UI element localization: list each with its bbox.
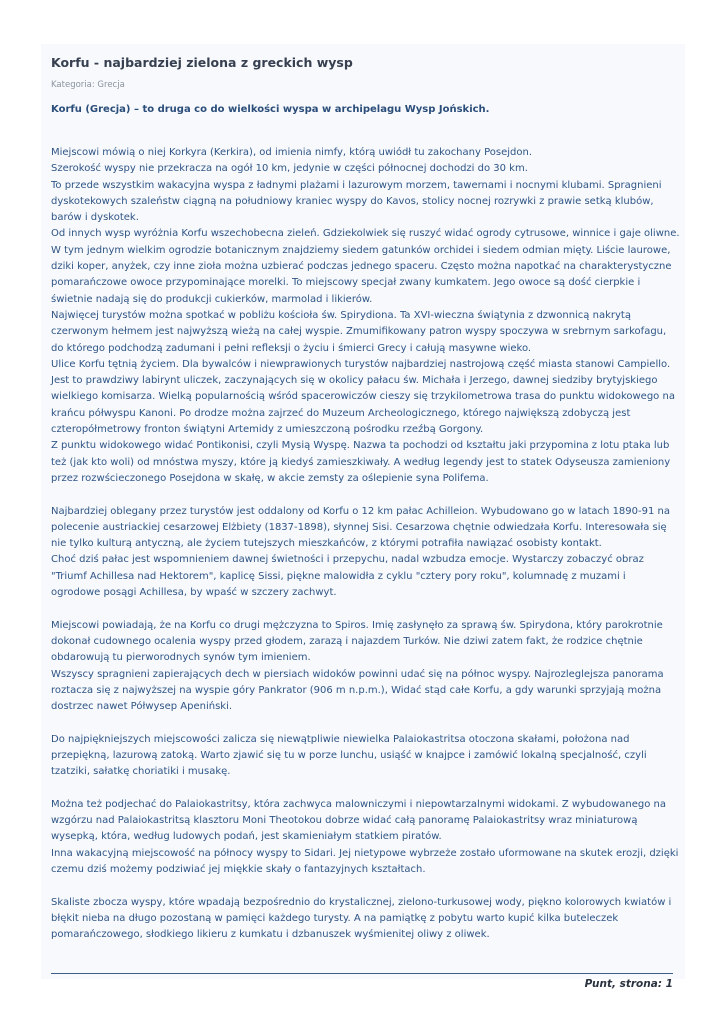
article: [51, 54, 680, 944]
text-line: Od innych wysp wyróżnia Korfu wszechobecna zieleń. Gdziekolwiek się ruszyć widać ogrody cytrusowe, winnice i gaje oliwne.: [51, 228, 680, 240]
text-line: Jest to prawdziwy labirynt uliczek, zaczynających się w okolicy pałacu św. Michała i Jerzego, dawnej siedziby brytyjskiego: [51, 375, 658, 387]
document-page: [41, 44, 685, 979]
body-paragraph: [51, 145, 680, 487]
text-line: pomarańczowego, słodkiego likieru z kumkatu i dzbanuszek wyśmienitej oliwy z oliwek.: [51, 929, 490, 941]
text-line: świetnie nadają się do produkcji cukierków, marmolad i likierów.: [51, 293, 373, 305]
text-line: Miejscowi mówią o niej Korkyra (Kerkira), od imienia nimfy, którą uwiódł tu zakochany Posejdon.: [51, 147, 533, 158]
text-line: dostrzec nawet Półwysep Apeniński.: [51, 701, 233, 713]
text-line: Skaliste zbocza wyspy, które wpadają bezpośrednio do krystalicznej, zielono-turkusowej wody, piękno kolorowych kwiatów i: [51, 896, 672, 908]
text-line: błękit nieba na długo pozostaną w pamięci każdego turysty. A na pamiątkę z pobytu warto kupić kilka buteleczek: [51, 912, 619, 924]
article-category: Kategoria: Grecja: [51, 80, 125, 90]
text-line: czteropółmetrowy fronton świątyni Artemidy z umieszczoną pośrodku rzeźbą Gorgony.: [51, 424, 484, 436]
text-line: Do najpiękniejszych miejscowości zalicza się niewątpliwie niewielka Palaiokastritsa otoczona skałami, położona nad: [51, 733, 630, 745]
text-line: Ulice Korfu tętnią życiem. Dla bywalców i niewprawionych turystów najbardziej nastrojową część miasta stanowi Campiello.: [51, 358, 671, 370]
text-line: W tym jednym wielkim ogrodzie botanicznym znajdziemy siedem gatunków orchidei i siedem odmian mięty. Liście laurowe,: [51, 244, 671, 256]
article-title: Korfu - najbardziej zielona z greckich wysp: [51, 55, 353, 70]
text-line: Szerokość wyspy nie przekracza na ogół 10 km, jedynie w części północnej dochodzi do 30 km.: [51, 163, 528, 175]
footer-divider: [51, 973, 673, 974]
text-line: barów i dyskotek.: [51, 212, 139, 224]
text-line: nie tylko kulturą antyczną, ale życiem tutejszych mieszkańców, z którymi potrafiła nawiązać osobisty kontakt.: [51, 538, 602, 550]
text-line: pomarańczowe owoce przypominające morelki. To miejscowy specjał zwany kumkatem. Jego owoce są dość cierpkie i: [51, 277, 641, 289]
article-body: [51, 145, 680, 944]
text-line: wysepką, która, według ludowych podań, jest skamieniałym statkiem piratów.: [51, 831, 442, 843]
text-line: dziki koper, anyżek, czy inne zioła można uzbierać podczas jednego spaceru. Często można napotkać na charakterystyczne: [51, 261, 672, 273]
text-line: Choć dziś pałac jest wspomnieniem dawnej świetności i przepychu, nadal wzbudza emocje. Wystarczy zobaczyć obraz: [51, 554, 644, 566]
text-line: krańcu półwyspu Kanoni. Po drodze można zajrzeć do Muzeum Archeologicznego, którego największą zdobyczą jest: [51, 407, 631, 419]
text-line: Z punktu widokowego widać Pontikonisi, czyli Mysią Wyspę. Nazwa ta pochodzi od kształtu jaki przypomina z lotu ptaka lub: [51, 440, 670, 452]
body-paragraph: [51, 732, 675, 781]
text-line: Inna wakacyjną miejscowość na północy wyspy to Sidari. Jej nietypowe wybrzeże zostało uformowane na skutek erozji, dzięki: [51, 847, 679, 859]
text-line: To przede wszystkim wakacyjna wyspa z ładnymi plażami i lazurowym morzem, tawernami i nocnymi klubami. Spragnieni: [51, 179, 662, 191]
text-line: ogrodowe posągi Achillesa, by wpaść w szczery zachwyt.: [51, 587, 337, 599]
text-line: dyskotekowych szaleństw ciągną na południowy kraniec wyspy do Kavos, stolicy nocnej rozrywki z prawie setką klubów,: [51, 195, 654, 207]
text-line: "Triumf Achillesa nad Hektorem", kaplicę Sissi, piękne malowidła z cyklu "cztery pory roku", kolumnadę z muzami i: [51, 570, 626, 582]
text-line: do którego podchodzą zadumani i pełni refleksji o życiu i śmierci Grecy i całują masywne wieko.: [51, 342, 532, 354]
text-line: wielkiego komisarza. Wielką popularnością wśród spacerowiczów cieszy się trzykilometrowa trasa do punktu widokowego na: [51, 391, 675, 403]
body-paragraph: [51, 895, 675, 944]
text-line: Najwięcej turystów można spotkać w pobliżu kościoła św. Spirydiona. Ta XVI-wieczna świątynia z dzwonnicą nakrytą: [51, 309, 631, 321]
body-paragraph: [51, 618, 675, 716]
text-line: roztacza się z najwyższej na wyspie góry Pankrator (906 m n.p.m.), Widać stąd całe Korfu, a gdy warunki sprzyjają można: [51, 684, 662, 696]
text-line: czemu dziś możemy podziwiać jej miękkie skały o fantazyjnych kształtach.: [51, 864, 426, 876]
text-line: czerwonym hełmem jest najwyższą wieżą na całej wyspie. Zmumifikowany patron wyspy spoczywa w srebrnym sarkofagu,: [51, 326, 667, 338]
article-lead: Korfu (Grecja) – to druga co do wielkości wyspa w archipelagu Wysp Jońskich.: [51, 104, 490, 115]
text-line: przez rozwścieczonego Posejdona w skałę, w akcie zemsty za oślepienie syna Polifema.: [51, 472, 489, 484]
page-footer: Punt, strona: 1: [584, 978, 673, 990]
body-paragraph: [51, 797, 679, 878]
text-line: Wszyscy spragnieni zapierających dech w piersiach widoków powinni udać się na północ wyspy. Najrozleglejsza panorama: [51, 668, 664, 680]
text-line: wzgórzu nad Palaiokastritsą klasztoru Moni Theotokou dobrze widać całą panoramę Palaiokastritsy wraz miniaturową: [51, 815, 638, 827]
text-line: Miejscowi powiadają, że na Korfu co drugi mężczyzna to Spiros. Imię zasłynęło za sprawą św. Spirydona, który parokrotnie: [51, 619, 663, 631]
text-line: przepiękną, lazurową zatoką. Warto zjawić się tu w porze lunchu, usiąść w knajpce i zamówić lokalną specjalność, czyli: [51, 749, 647, 761]
text-line: Najbardziej oblegany przez turystów jest oddalony od Korfu o 12 km pałac Achilleion. Wybudowano go w latach 1890-91 na: [51, 505, 670, 517]
body-paragraph: [51, 504, 675, 602]
text-line: polecenie austriackiej cesarzowej Elżbiety (1837-1898), słynnej Sisi. Cesarzowa chętnie odwiedzała Korfu. Interesowała się: [51, 521, 667, 533]
text-line: dokonał cudownego ocalenia wyspy przed głodem, zarazą i najazdem Turków. Nie dziwi zatem fakt, że rodzice chętnie: [51, 635, 643, 647]
text-line: tzatziki, sałatkę choriatiki i musakę.: [51, 766, 231, 778]
text-line: obdarowują tu pierworodnych synów tym imieniem.: [51, 652, 311, 664]
text-line: też (jak kto woli) od mnóstwa myszy, które ją kiedyś zamieszkiwały. A według legendy jest to statek Odyseusza zamieniony: [51, 456, 671, 468]
text-line: Można też podjechać do Palaiokastritsy, która zachwyca malowniczymi i niepowtarzalnymi widokami. Z wybudowanego na: [51, 798, 667, 810]
